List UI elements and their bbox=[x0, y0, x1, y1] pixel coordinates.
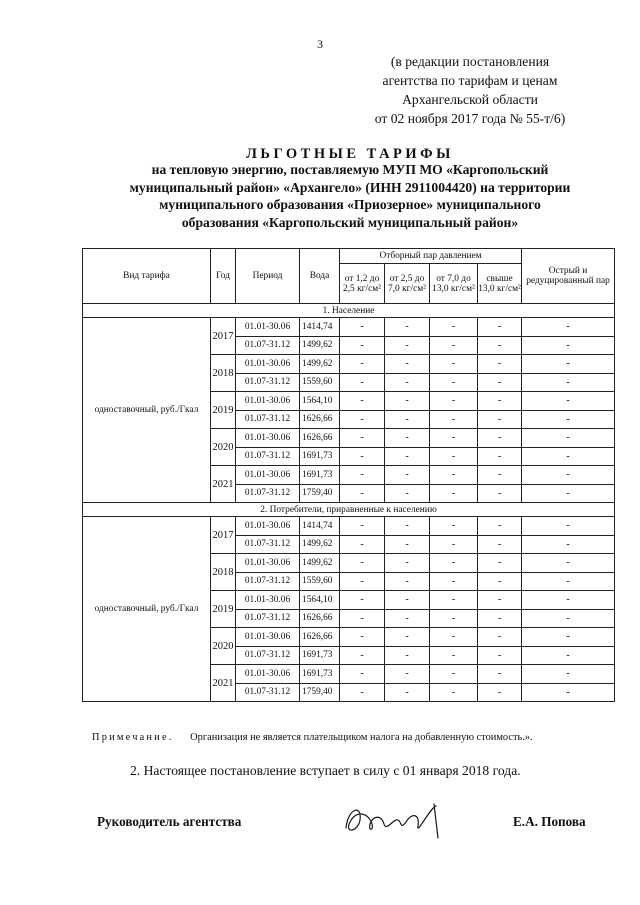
water-tariff-cell: 1626,66 bbox=[300, 628, 340, 647]
steam-tariff-cell: - bbox=[478, 665, 522, 684]
steam-tariff-cell: - bbox=[478, 392, 522, 411]
sharp-steam-tariff-cell: - bbox=[522, 628, 615, 647]
steam-tariff-cell: - bbox=[385, 336, 430, 355]
steam-tariff-cell: - bbox=[478, 628, 522, 647]
steam-tariff-cell: - bbox=[340, 318, 385, 337]
steam-tariff-cell: - bbox=[340, 392, 385, 411]
steam-tariff-cell: - bbox=[430, 609, 478, 628]
period-cell: 01.07-31.12 bbox=[236, 535, 300, 554]
steam-tariff-cell: - bbox=[385, 447, 430, 466]
steam-tariff-cell: - bbox=[340, 447, 385, 466]
steam-tariff-cell: - bbox=[430, 535, 478, 554]
sharp-steam-tariff-cell: - bbox=[522, 665, 615, 684]
steam-tariff-cell: - bbox=[385, 535, 430, 554]
steam-tariff-cell: - bbox=[385, 628, 430, 647]
period-cell: 01.07-31.12 bbox=[236, 683, 300, 702]
period-cell: 01.07-31.12 bbox=[236, 410, 300, 429]
sharp-steam-tariff-cell: - bbox=[522, 484, 615, 503]
sharp-steam-tariff-cell: - bbox=[522, 318, 615, 337]
steam-tariff-cell: - bbox=[340, 466, 385, 485]
steam-tariff-cell: - bbox=[340, 535, 385, 554]
steam-tariff-cell: - bbox=[478, 447, 522, 466]
steam-tariff-cell: - bbox=[340, 609, 385, 628]
period-cell: 01.07-31.12 bbox=[236, 572, 300, 591]
header-sharp-steam: Острый и редуцированный пар bbox=[522, 249, 615, 304]
year-cell: 2019 bbox=[211, 392, 236, 429]
sharp-steam-tariff-cell: - bbox=[522, 554, 615, 573]
year-cell: 2021 bbox=[211, 466, 236, 503]
steam-tariff-cell: - bbox=[430, 355, 478, 374]
subtitle-line: муниципального образования «Приозерное» муниципального bbox=[159, 197, 541, 212]
redaction-note bbox=[360, 52, 580, 128]
steam-tariff-cell: - bbox=[430, 517, 478, 536]
steam-tariff-cell: - bbox=[478, 373, 522, 392]
water-tariff-cell: 1499,62 bbox=[300, 336, 340, 355]
water-tariff-cell: 1691,73 bbox=[300, 466, 340, 485]
steam-tariff-cell: - bbox=[478, 683, 522, 702]
sharp-steam-tariff-cell: - bbox=[522, 609, 615, 628]
water-tariff-cell: 1691,73 bbox=[300, 447, 340, 466]
sharp-steam-tariff-cell: - bbox=[522, 373, 615, 392]
redaction-line: от 02 ноября 2017 года № 55-т/6) bbox=[374, 111, 566, 126]
year-cell: 2021 bbox=[211, 665, 236, 702]
steam-tariff-cell: - bbox=[430, 429, 478, 448]
header-steam-3: от 7,0 до 13,0 кг/см² bbox=[430, 264, 478, 304]
water-tariff-cell: 1626,66 bbox=[300, 609, 340, 628]
steam-tariff-cell: - bbox=[478, 554, 522, 573]
year-cell: 2017 bbox=[211, 318, 236, 355]
year-cell: 2020 bbox=[211, 628, 236, 665]
steam-tariff-cell: - bbox=[478, 429, 522, 448]
steam-tariff-cell: - bbox=[430, 410, 478, 429]
water-tariff-cell: 1559,60 bbox=[300, 572, 340, 591]
steam-tariff-cell: - bbox=[340, 646, 385, 665]
water-tariff-cell: 1759,40 bbox=[300, 683, 340, 702]
document-subtitle bbox=[70, 161, 630, 231]
sharp-steam-tariff-cell: - bbox=[522, 646, 615, 665]
sharp-steam-tariff-cell: - bbox=[522, 466, 615, 485]
steam-tariff-cell: - bbox=[430, 683, 478, 702]
sharp-steam-tariff-cell: - bbox=[522, 447, 615, 466]
header-water: Вода bbox=[300, 249, 340, 304]
sharp-steam-tariff-cell: - bbox=[522, 355, 615, 374]
period-cell: 01.07-31.12 bbox=[236, 447, 300, 466]
steam-tariff-cell: - bbox=[430, 646, 478, 665]
steam-tariff-cell: - bbox=[340, 429, 385, 448]
year-cell: 2020 bbox=[211, 429, 236, 466]
steam-tariff-cell: - bbox=[340, 591, 385, 610]
steam-tariff-cell: - bbox=[385, 554, 430, 573]
header-steam-2: от 2,5 до 7,0 кг/см² bbox=[385, 264, 430, 304]
period-cell: 01.01-30.06 bbox=[236, 517, 300, 536]
sharp-steam-tariff-cell: - bbox=[522, 683, 615, 702]
footnote-text: Организация не является плательщиком налога на добавленную стоимость.». bbox=[190, 732, 533, 743]
period-cell: 01.01-30.06 bbox=[236, 355, 300, 374]
sharp-steam-tariff-cell: - bbox=[522, 591, 615, 610]
period-cell: 01.01-30.06 bbox=[236, 554, 300, 573]
table-row bbox=[83, 318, 615, 337]
steam-tariff-cell: - bbox=[478, 410, 522, 429]
period-cell: 01.07-31.12 bbox=[236, 646, 300, 665]
signatory-title: Руководитель агентства bbox=[97, 814, 242, 829]
subtitle-line: на тепловую энергию, поставляемую МУП МО «Каргопольский bbox=[151, 162, 549, 177]
steam-tariff-cell: - bbox=[478, 318, 522, 337]
steam-tariff-cell: - bbox=[385, 683, 430, 702]
steam-tariff-cell: - bbox=[340, 628, 385, 647]
steam-tariff-cell: - bbox=[385, 572, 430, 591]
document-title: ЛЬГОТНЫЕ ТАРИФЫ bbox=[246, 146, 454, 162]
steam-tariff-cell: - bbox=[385, 429, 430, 448]
steam-tariff-cell: - bbox=[340, 665, 385, 684]
section-row bbox=[83, 304, 615, 318]
water-tariff-cell: 1564,10 bbox=[300, 392, 340, 411]
section-title: 1. Население bbox=[83, 304, 615, 318]
header-kind: Вид тарифа bbox=[83, 249, 211, 304]
steam-tariff-cell: - bbox=[340, 373, 385, 392]
steam-tariff-cell: - bbox=[478, 591, 522, 610]
steam-tariff-cell: - bbox=[385, 646, 430, 665]
effective-date-clause: 2. Настоящее постановление вступает в силу с 01 января 2018 года. bbox=[130, 763, 521, 778]
steam-tariff-cell: - bbox=[340, 517, 385, 536]
header-year: Год bbox=[211, 249, 236, 304]
steam-tariff-cell: - bbox=[430, 665, 478, 684]
year-cell: 2018 bbox=[211, 355, 236, 392]
page-number: 3 bbox=[317, 37, 323, 51]
steam-tariff-cell: - bbox=[385, 517, 430, 536]
water-tariff-cell: 1499,62 bbox=[300, 535, 340, 554]
water-tariff-cell: 1499,62 bbox=[300, 355, 340, 374]
steam-tariff-cell: - bbox=[385, 609, 430, 628]
period-cell: 01.01-30.06 bbox=[236, 591, 300, 610]
steam-tariff-cell: - bbox=[430, 591, 478, 610]
steam-tariff-cell: - bbox=[385, 665, 430, 684]
steam-tariff-cell: - bbox=[430, 447, 478, 466]
steam-tariff-cell: - bbox=[430, 373, 478, 392]
footnote-label: Примечание. bbox=[92, 732, 174, 743]
year-cell: 2017 bbox=[211, 517, 236, 554]
steam-tariff-cell: - bbox=[340, 355, 385, 374]
signatory-name: Е.А. Попова bbox=[513, 814, 586, 829]
period-cell: 01.07-31.12 bbox=[236, 336, 300, 355]
period-cell: 01.01-30.06 bbox=[236, 628, 300, 647]
water-tariff-cell: 1691,73 bbox=[300, 665, 340, 684]
steam-tariff-cell: - bbox=[478, 484, 522, 503]
signature bbox=[338, 798, 458, 842]
water-tariff-cell: 1559,60 bbox=[300, 373, 340, 392]
water-tariff-cell: 1499,62 bbox=[300, 554, 340, 573]
period-cell: 01.01-30.06 bbox=[236, 466, 300, 485]
redaction-line: агентства по тарифам и ценам bbox=[382, 73, 558, 88]
steam-tariff-cell: - bbox=[385, 373, 430, 392]
footnote bbox=[92, 732, 632, 743]
steam-tariff-cell: - bbox=[340, 683, 385, 702]
steam-tariff-cell: - bbox=[385, 318, 430, 337]
sharp-steam-tariff-cell: - bbox=[522, 336, 615, 355]
redaction-line: (в редакции постановления bbox=[390, 54, 550, 69]
water-tariff-cell: 1626,66 bbox=[300, 429, 340, 448]
water-tariff-cell: 1626,66 bbox=[300, 410, 340, 429]
period-cell: 01.07-31.12 bbox=[236, 609, 300, 628]
header-steam-4: свыше 13,0 кг/см² bbox=[478, 264, 522, 304]
period-cell: 01.07-31.12 bbox=[236, 373, 300, 392]
steam-tariff-cell: - bbox=[340, 554, 385, 573]
steam-tariff-cell: - bbox=[430, 318, 478, 337]
steam-tariff-cell: - bbox=[340, 572, 385, 591]
sharp-steam-tariff-cell: - bbox=[522, 572, 615, 591]
sharp-steam-tariff-cell: - bbox=[522, 392, 615, 411]
header-period: Период bbox=[236, 249, 300, 304]
period-cell: 01.01-30.06 bbox=[236, 318, 300, 337]
tariff-kind-cell: одноставочный, руб./Гкал bbox=[83, 318, 211, 503]
sharp-steam-tariff-cell: - bbox=[522, 535, 615, 554]
steam-tariff-cell: - bbox=[385, 466, 430, 485]
water-tariff-cell: 1759,40 bbox=[300, 484, 340, 503]
steam-tariff-cell: - bbox=[385, 392, 430, 411]
steam-tariff-cell: - bbox=[478, 609, 522, 628]
period-cell: 01.01-30.06 bbox=[236, 392, 300, 411]
section-title: 2. Потребители, приравненные к населению bbox=[83, 503, 615, 517]
steam-tariff-cell: - bbox=[385, 484, 430, 503]
water-tariff-cell: 1414,74 bbox=[300, 318, 340, 337]
water-tariff-cell: 1564,10 bbox=[300, 591, 340, 610]
steam-tariff-cell: - bbox=[478, 646, 522, 665]
steam-tariff-cell: - bbox=[385, 410, 430, 429]
table-row bbox=[83, 517, 615, 536]
table-body bbox=[83, 304, 615, 702]
water-tariff-cell: 1691,73 bbox=[300, 646, 340, 665]
steam-tariff-cell: - bbox=[340, 410, 385, 429]
year-cell: 2019 bbox=[211, 591, 236, 628]
sharp-steam-tariff-cell: - bbox=[522, 410, 615, 429]
steam-tariff-cell: - bbox=[385, 591, 430, 610]
period-cell: 01.01-30.06 bbox=[236, 429, 300, 448]
sharp-steam-tariff-cell: - bbox=[522, 517, 615, 536]
redaction-line: Архангельской области bbox=[402, 92, 538, 107]
header-steam-1: от 1,2 до 2,5 кг/см² bbox=[340, 264, 385, 304]
steam-tariff-cell: - bbox=[430, 392, 478, 411]
table-header bbox=[83, 249, 615, 304]
year-cell: 2018 bbox=[211, 554, 236, 591]
steam-tariff-cell: - bbox=[430, 466, 478, 485]
water-tariff-cell: 1414,74 bbox=[300, 517, 340, 536]
subtitle-line: образования «Каргопольский муниципальный район» bbox=[181, 214, 519, 230]
steam-tariff-cell: - bbox=[430, 336, 478, 355]
steam-tariff-cell: - bbox=[340, 484, 385, 503]
section-row bbox=[83, 503, 615, 517]
period-cell: 01.07-31.12 bbox=[236, 484, 300, 503]
steam-tariff-cell: - bbox=[478, 355, 522, 374]
steam-tariff-cell: - bbox=[430, 484, 478, 503]
steam-tariff-cell: - bbox=[430, 554, 478, 573]
steam-tariff-cell: - bbox=[478, 572, 522, 591]
subtitle-line: муниципальный район» «Архангело» (ИНН 2911004420) на территории bbox=[129, 179, 571, 195]
period-cell: 01.01-30.06 bbox=[236, 665, 300, 684]
header-steam-group: Отборный пар давлением bbox=[340, 249, 522, 264]
sharp-steam-tariff-cell: - bbox=[522, 429, 615, 448]
steam-tariff-cell: - bbox=[340, 336, 385, 355]
steam-tariff-cell: - bbox=[478, 466, 522, 485]
steam-tariff-cell: - bbox=[478, 336, 522, 355]
steam-tariff-cell: - bbox=[430, 628, 478, 647]
steam-tariff-cell: - bbox=[478, 535, 522, 554]
tariff-kind-cell: одноставочный, руб./Гкал bbox=[83, 517, 211, 702]
steam-tariff-cell: - bbox=[385, 355, 430, 374]
steam-tariff-cell: - bbox=[478, 517, 522, 536]
tariff-table bbox=[82, 248, 615, 702]
steam-tariff-cell: - bbox=[430, 572, 478, 591]
